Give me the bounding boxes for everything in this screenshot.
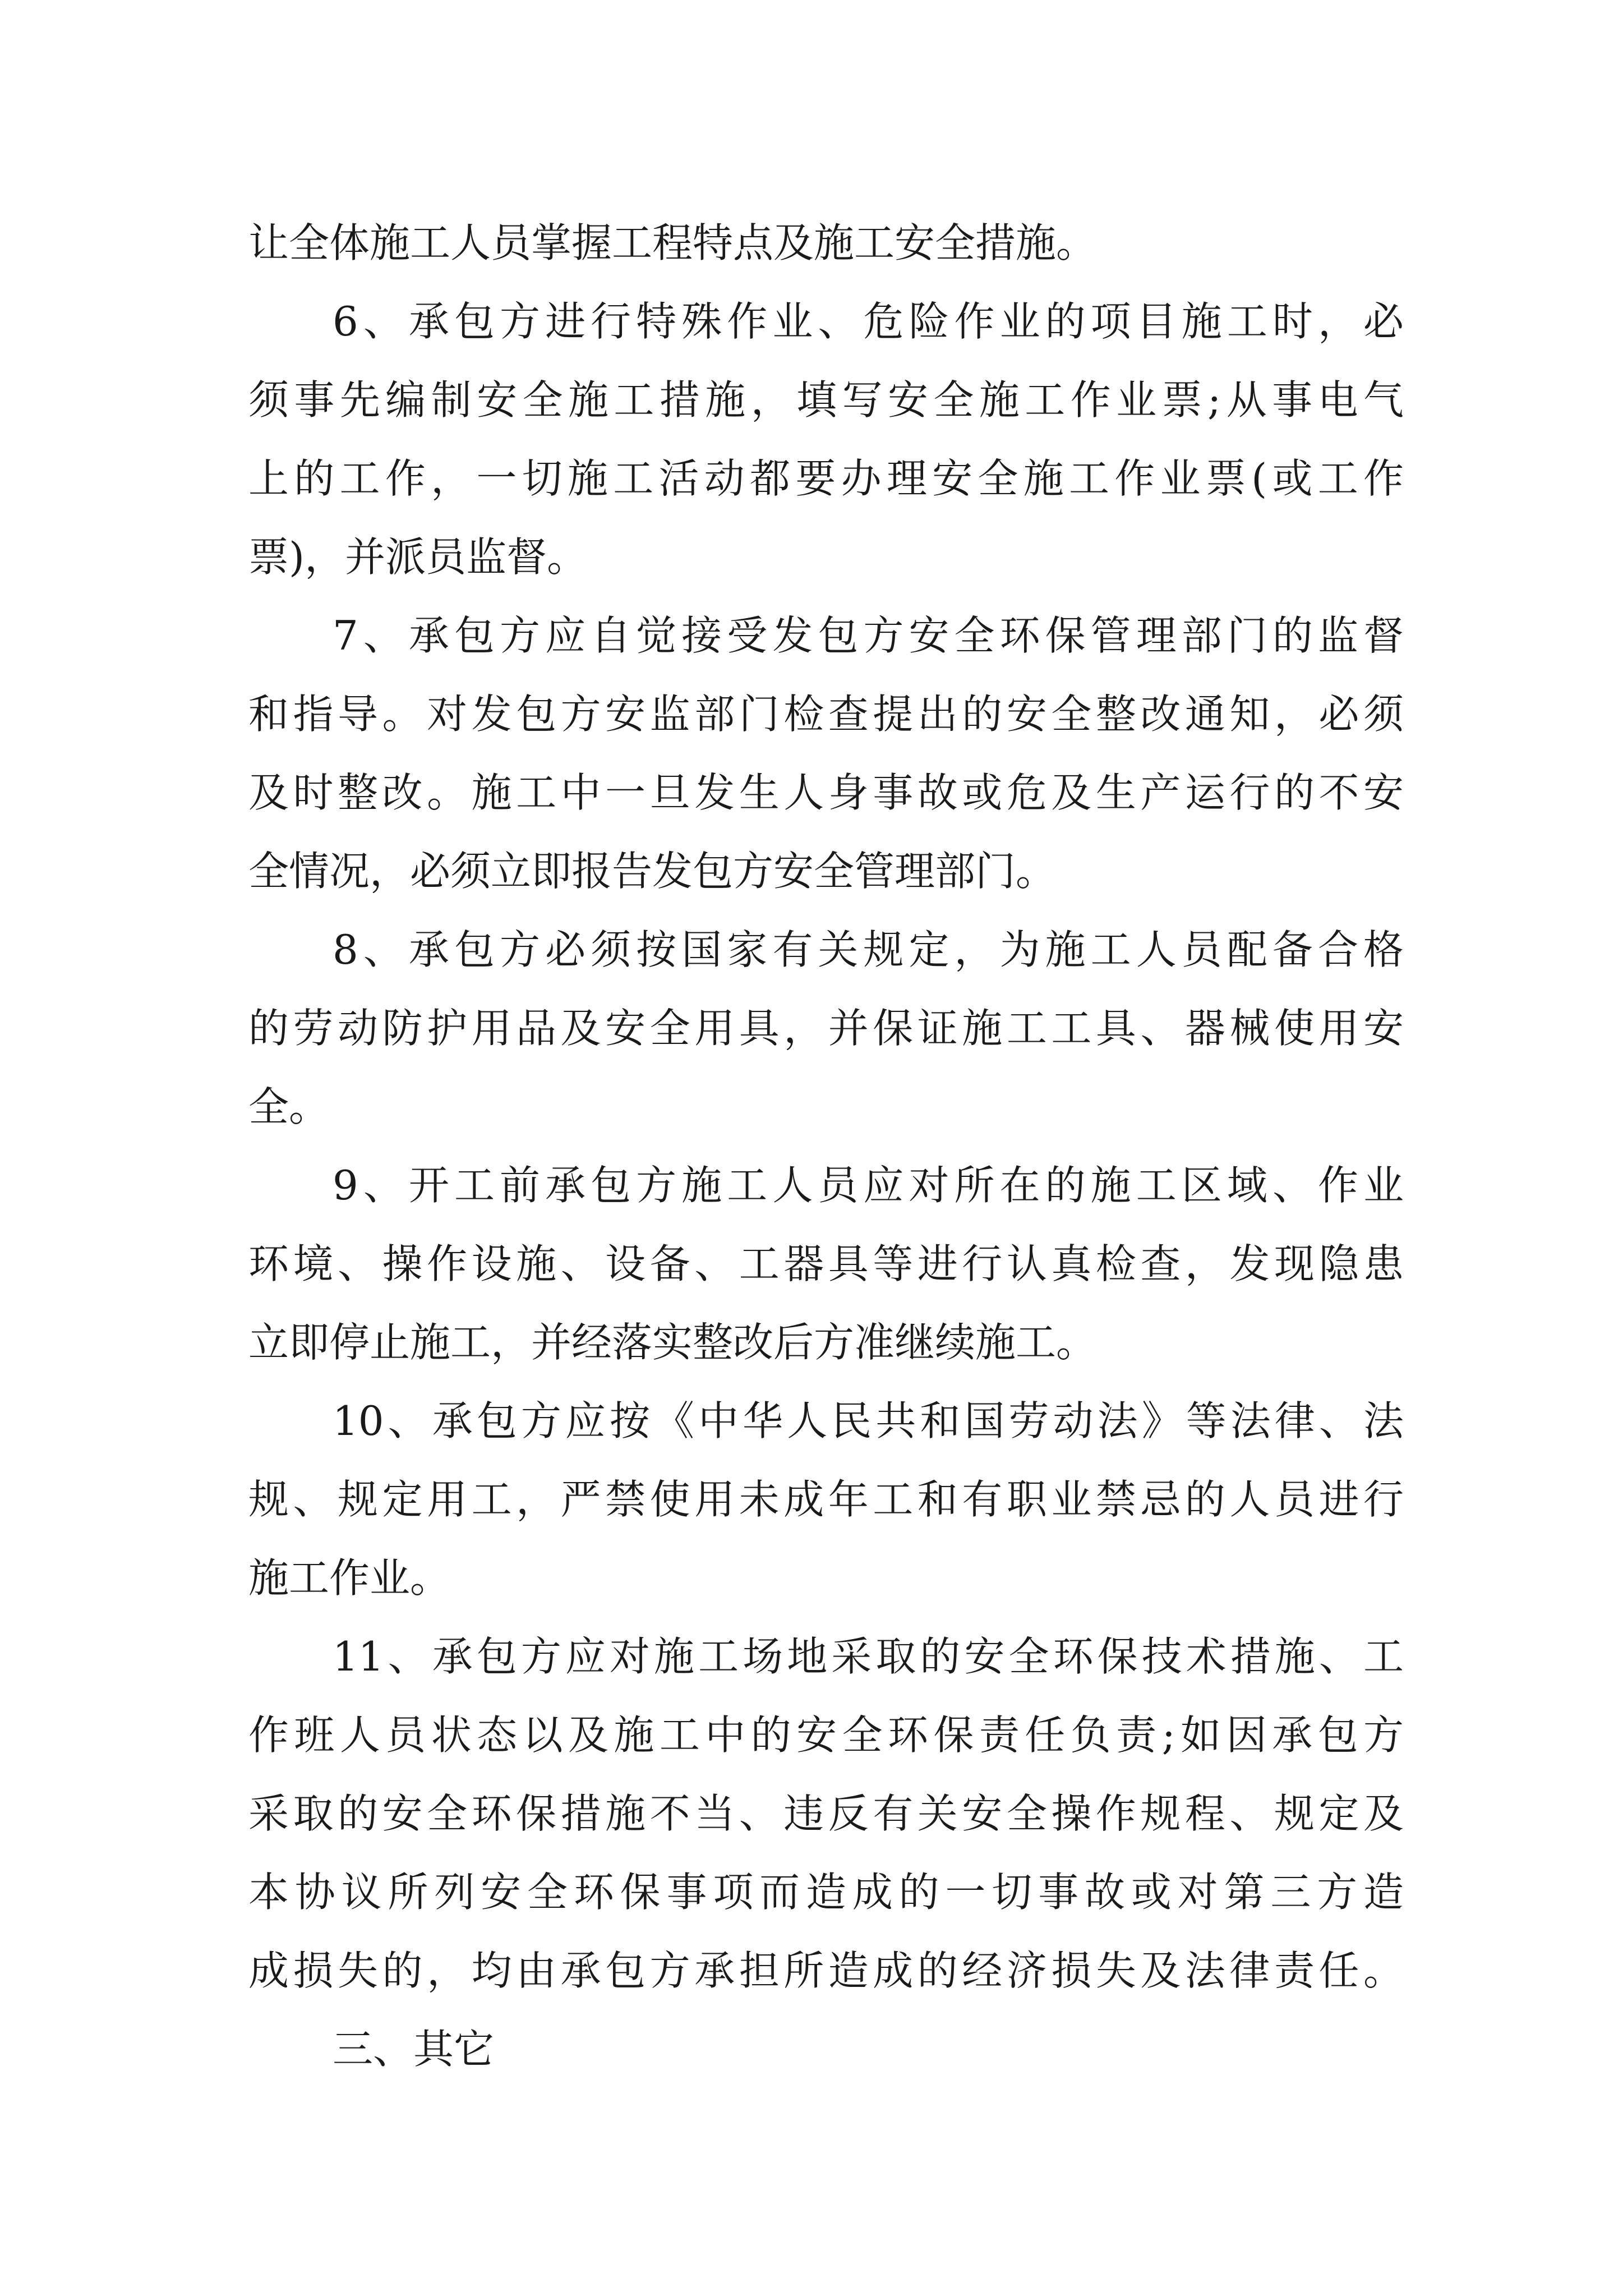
text-line: 本协议所列安全环保事项而造成的一切事故或对第三方造 [248,1869,1404,1916]
section-heading: 三、其它 [333,2026,495,2073]
text-line: 须事先编制安全施工措施，填写安全施工作业票;从事电气 [248,376,1404,424]
text-line: 的劳动防护用品及安全用具，并保证施工工具、器械使用安 [248,1005,1404,1052]
paragraph-7-line: 7、承包方应自觉接受发包方安全环保管理部门的监督 [333,612,1404,659]
text-line: 作班人员状态以及施工中的安全环保责任负责;如因承包方 [248,1711,1404,1759]
paragraph-6-line: 6、承包方进行特殊作业、危险作业的项目施工时，必 [333,298,1404,345]
paragraph-11-line: 11、承包方应对施工场地采取的安全环保技术措施、工 [333,1633,1404,1680]
text-line: 立即停止施工，并经落实整改后方准继续施工。 [248,1319,1097,1366]
text-line: 成损失的，均由承包方承担所造成的经济损失及法律责任。 [248,1947,1404,1994]
text-line: 及时整改。施工中一旦发生人身事故或危及生产运行的不安 [248,769,1404,816]
text-line: 规、规定用工，严禁使用未成年工和有职业禁忌的人员进行 [248,1476,1404,1523]
paragraph-8-line: 8、承包方必须按国家有关规定，为施工人员配备合格 [333,926,1404,973]
text-line: 施工作业。 [248,1554,451,1602]
text-line: 上的工作，一切施工活动都要办理安全施工作业票(或工作 [248,455,1404,502]
text-line: 票)，并派员监督。 [248,533,588,581]
text-line: 让全体施工人员掌握工程特点及施工安全措施。 [248,219,1097,266]
text-line: 全情况，必须立即报告发包方安全管理部门。 [248,848,1057,895]
text-line: 采取的安全环保措施不当、违反有关安全操作规程、规定及 [248,1790,1404,1837]
paragraph-10-line: 10、承包方应按《中华人民共和国劳动法》等法律、法 [333,1397,1404,1444]
text-line: 和指导。对发包方安监部门检查提出的安全整改通知，必须 [248,691,1404,738]
text-line: 环境、操作设施、设备、工器具等进行认真检查，发现隐患 [248,1240,1404,1287]
text-line: 全。 [248,1083,330,1130]
paragraph-9-line: 9、开工前承包方施工人员应对所在的施工区域、作业 [333,1162,1404,1209]
